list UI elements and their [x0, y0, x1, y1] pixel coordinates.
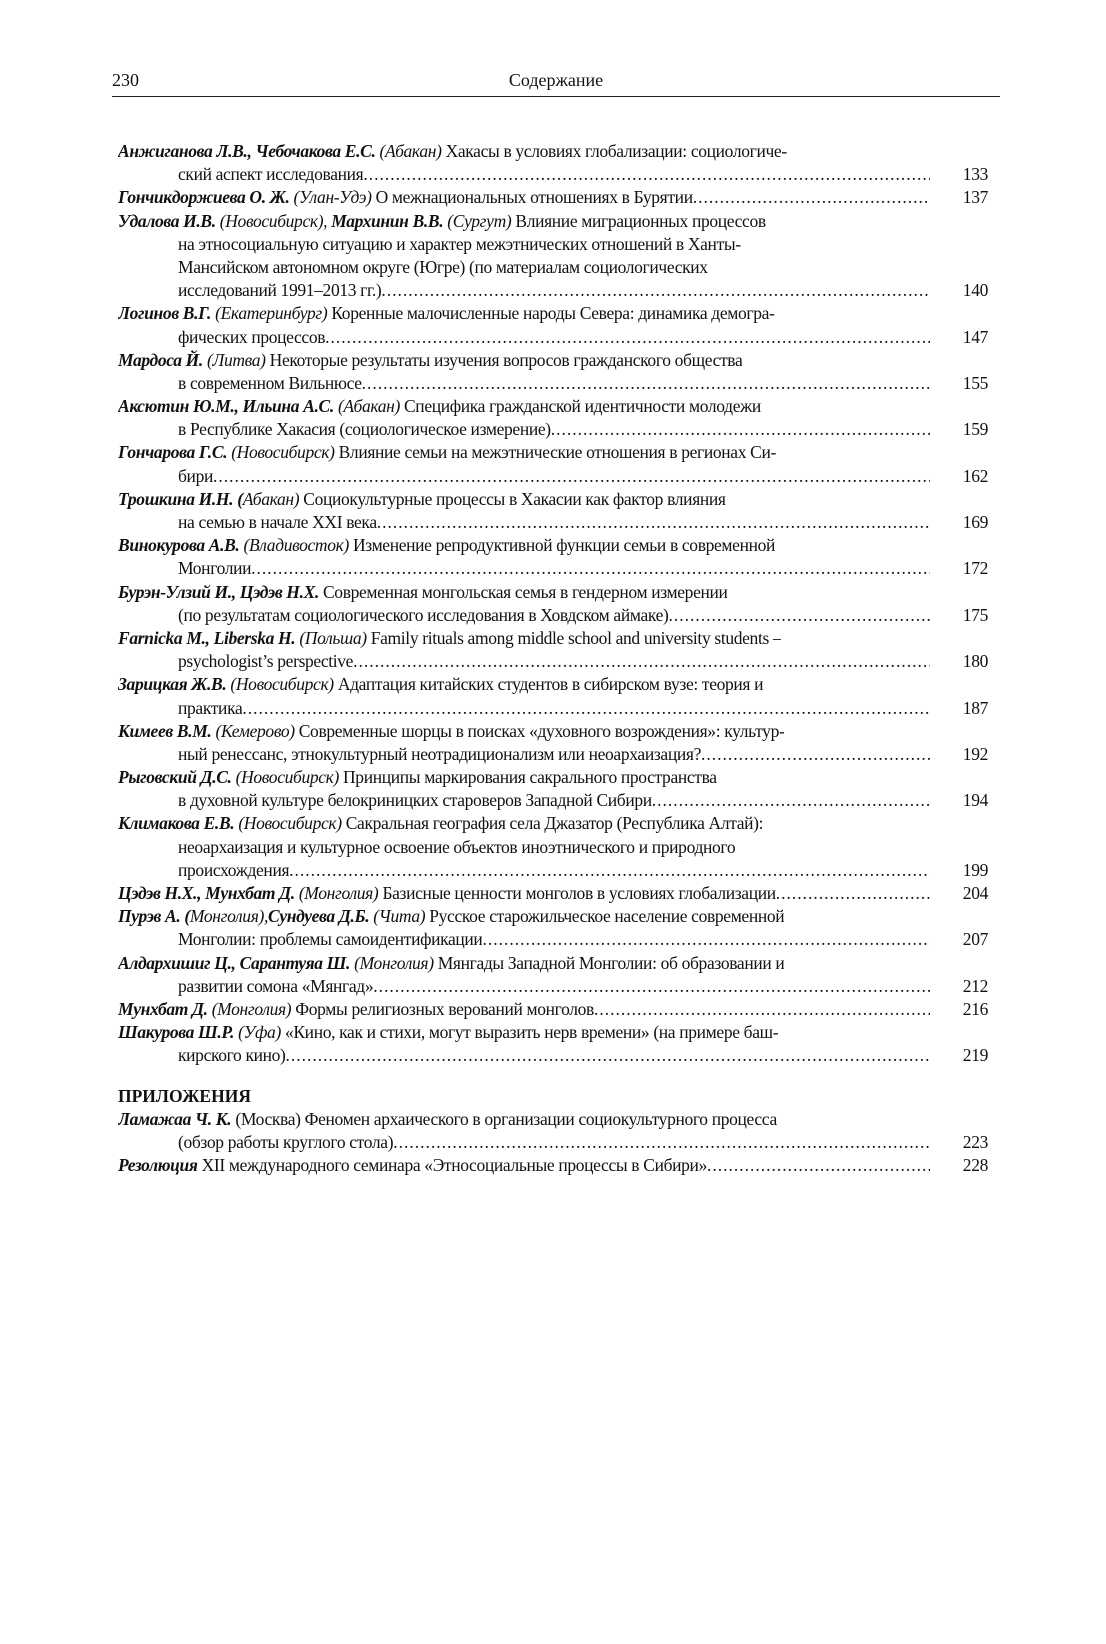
toc-entry-line: [118, 534, 988, 557]
toc-entry-line: [118, 1131, 988, 1154]
toc-entry[interactable]: [118, 1154, 988, 1177]
entry-text: [178, 859, 289, 882]
entry-text: [178, 743, 701, 766]
author-name: Ламажаа Ч. К.: [118, 1108, 236, 1129]
entry-text: [178, 1131, 393, 1154]
entry-text: [118, 1108, 777, 1131]
dot-leader: [289, 859, 930, 882]
entry-text: [118, 581, 728, 604]
toc-main-entries: [118, 140, 988, 1068]
toc-entry-line: [118, 697, 988, 720]
toc-entry-line: [118, 627, 988, 650]
toc-entry[interactable]: [118, 534, 988, 580]
author-name: Алдархишиг Ц., Сарантуяа Ш.: [118, 952, 355, 973]
toc-entry-line: [118, 581, 988, 604]
author-name: Анжиганова Л.В., Чебочакова Е.С.: [118, 141, 380, 161]
toc-entry[interactable]: [118, 998, 988, 1021]
toc-entry-line: [118, 673, 988, 696]
toc-entry[interactable]: [118, 1108, 988, 1154]
author-name: Рыговский Д.С.: [118, 767, 236, 788]
toc-entry[interactable]: [118, 1021, 988, 1067]
dot-leader: [286, 1044, 930, 1067]
entry-title: Сакральная география села Джазатор (Республика Алтай):: [345, 813, 764, 834]
entry-text: [178, 326, 325, 349]
entry-title: в Республике Хакасия (социологическое измерение): [178, 419, 551, 440]
entry-title: практика: [178, 697, 243, 718]
toc-entry[interactable]: [118, 766, 988, 812]
author-city: Абакан): [242, 488, 304, 509]
author-name: Пурэв А. (: [118, 906, 190, 927]
entry-page-number: 223: [962, 1131, 988, 1152]
entry-title: «Кино, как и стихи, могут выразить нерв времени» (на примере баш-: [284, 1022, 779, 1043]
entry-title: Family rituals among middle school and university students –: [370, 627, 782, 648]
entry-text: [178, 372, 362, 395]
toc-entry-line: [118, 1154, 988, 1177]
toc-entry-line: [118, 975, 988, 998]
entry-page-number: 219: [962, 1045, 988, 1066]
toc-entry-line: [118, 233, 988, 256]
entry-page-number: 175: [962, 604, 988, 625]
toc-entry[interactable]: [118, 140, 988, 186]
author-city: (Новосибирск): [238, 813, 346, 834]
entry-page-number: 204: [962, 883, 988, 903]
toc-entry[interactable]: [118, 673, 988, 719]
entry-title: Принципы маркирования сакрального пространства: [343, 767, 717, 788]
entry-title: в духовной культуре белокриницких староверов Западной Сибири: [178, 790, 652, 811]
entry-text: [118, 812, 763, 835]
author-city: (Новосибирск): [235, 767, 344, 788]
entry-text: [118, 673, 763, 696]
entry-title: на семью в начале XXI века: [178, 512, 377, 532]
toc-entry-line: [118, 928, 988, 951]
toc-entry[interactable]: [118, 349, 988, 395]
entry-page-number: 192: [962, 743, 988, 764]
entry-title: Коренные малочисленные народы Севера: динамика демогра-: [331, 303, 775, 324]
toc-entry-line: [118, 650, 988, 673]
entry-text: [118, 349, 742, 372]
toc-entry-line: [118, 952, 988, 975]
entry-text: [118, 441, 776, 464]
dot-leader: [652, 789, 930, 812]
entry-text: [178, 279, 381, 302]
toc-entry-line: [118, 465, 988, 488]
entry-page-number: 133: [962, 164, 988, 185]
entry-title: в современном Вильнюсе: [178, 372, 362, 393]
toc-entry-line: [118, 1021, 988, 1044]
entry-text: [118, 534, 775, 557]
author-city: (Екатеринбург): [215, 303, 332, 324]
toc-entry[interactable]: [118, 952, 988, 998]
author-name: Гончикдоржиева О. Ж.: [118, 187, 294, 208]
entry-page-number: 180: [962, 651, 988, 672]
author-name: Мардоса Й.: [118, 349, 207, 370]
entry-text: [118, 1021, 778, 1044]
author-name: Farnicka M., Liberska H.: [118, 627, 300, 648]
dot-leader: [668, 604, 930, 627]
toc-entry-line: [118, 905, 988, 928]
author-name: Логинов В.Г.: [118, 303, 216, 324]
toc-entry[interactable]: [118, 488, 988, 534]
toc-entry-line: [118, 210, 988, 233]
entry-title: происхождения: [178, 859, 290, 880]
entry-text: [178, 975, 373, 998]
author-name: Сундуева Д.Б.: [268, 906, 374, 927]
toc-entry-line: [118, 488, 988, 511]
entry-title: фических процессов: [178, 326, 326, 347]
toc-entry-line: [118, 163, 988, 186]
toc-entry-line: [118, 279, 988, 302]
entry-text: [178, 697, 242, 720]
toc-entry-line: [118, 859, 988, 882]
author-name: Удалова И.В.: [118, 210, 220, 231]
toc-entry-line: [118, 743, 988, 766]
entry-text: [118, 882, 776, 905]
author-name: Мархинин В.В.: [331, 210, 448, 231]
entry-title: кирского кино): [178, 1045, 286, 1066]
entry-title: О межнациональных отношениях в Бурятии: [375, 187, 693, 208]
entry-text: [118, 210, 766, 233]
page-number: 230: [112, 70, 139, 90]
author-city: (Уфа): [238, 1022, 285, 1043]
author-name: Аксютин Ю.М., Ильина А.С.: [118, 396, 338, 417]
author-city: Монголия),: [189, 906, 268, 927]
toc-entry-line: [118, 372, 988, 395]
dot-leader: [242, 697, 930, 720]
toc-entry-line: [118, 418, 988, 441]
entry-text: [118, 998, 594, 1021]
entry-title: на этносоциальную ситуацию и характер межэтнических отношений в Ханты-: [178, 233, 741, 254]
entry-title: Базисные ценности монголов в условиях глобализации: [382, 883, 776, 903]
toc-entry-line: [118, 812, 988, 835]
entry-text: [178, 789, 652, 812]
dot-leader: [363, 163, 930, 186]
toc-entry-line: [118, 140, 988, 163]
dot-leader: [251, 557, 930, 580]
entry-title: неоархаизация и культурное освоение объектов иноэтнического и природного: [178, 836, 736, 857]
entry-title: (по результатам социологического исследования в Ховдском аймаке): [178, 604, 669, 625]
dot-leader: [776, 882, 930, 905]
entry-title: Мансийском автономном округе (Югре) (по материалам социологических: [178, 256, 708, 277]
author-name: Цэдэв Н.Х., Мунхбат Д.: [118, 883, 299, 903]
entry-text: [118, 766, 717, 789]
entry-title: Мянгады Западной Монголии: об образовании и: [437, 952, 785, 973]
entry-title: Специфика гражданской идентичности молодежи: [403, 396, 761, 417]
toc-entry-line: [118, 395, 988, 418]
entry-page-number: 159: [962, 419, 988, 440]
entry-text: [118, 395, 761, 418]
toc-entry-line: [118, 256, 988, 279]
entry-title: Современные шорцы в поисках «духовного возрождения»: культур-: [298, 720, 785, 741]
toc-entry-line: [118, 302, 988, 325]
toc-entry-line: [118, 557, 988, 580]
entry-page-number: 199: [962, 859, 988, 880]
toc-entry[interactable]: [118, 210, 988, 303]
running-title: Содержание: [508, 70, 604, 90]
author-name: Климакова Е.В.: [118, 813, 239, 834]
dot-leader: [594, 998, 930, 1021]
author-city: (Сургут): [447, 210, 516, 231]
author-name: Трошкина И.Н. (: [118, 488, 243, 509]
author-city: (Владивосток): [243, 535, 353, 556]
author-city: (Чита): [373, 906, 430, 927]
entry-title: Монголии: проблемы самоидентификации: [178, 929, 483, 950]
entry-text: [118, 488, 726, 511]
entry-text: [178, 256, 708, 279]
toc-entry-line: [118, 604, 988, 627]
dot-leader: [551, 418, 930, 441]
entry-page-number: 187: [962, 697, 988, 718]
entry-title: Современная монгольская семья в гендерном измерении: [322, 581, 728, 602]
toc-entry-line: [118, 441, 988, 464]
entry-text: [178, 233, 741, 256]
entry-text: [178, 418, 551, 441]
toc-entry[interactable]: [118, 581, 988, 627]
entry-page-number: 147: [962, 326, 988, 347]
entry-page-number: 169: [962, 512, 988, 532]
entry-page-number: 155: [962, 372, 988, 393]
toc-entry[interactable]: [118, 395, 988, 441]
entry-title: Изменение репродуктивной функции семьи в современной: [352, 535, 776, 556]
author-city: (Монголия): [354, 952, 438, 973]
entry-text: [118, 140, 787, 163]
entry-title: Влияние миграционных процессов: [515, 210, 766, 231]
author-city: (Кемерово): [215, 720, 299, 741]
dot-leader: [707, 1154, 930, 1177]
toc-entry-line: [118, 720, 988, 743]
entry-title: ный ренессанс, этнокультурный неотрадиционализм или неоархаизация?: [178, 743, 701, 764]
author-name: Кимеев В.М.: [118, 720, 216, 741]
running-header: [112, 70, 1000, 97]
toc-entry-line: [118, 349, 988, 372]
entry-text: [118, 627, 781, 650]
entry-page-number: 140: [962, 280, 988, 301]
entry-title: Русское старожильческое население современной: [429, 906, 785, 927]
entry-title: (Москва) Феномен архаического в организации социокультурного процесса: [235, 1108, 777, 1129]
toc-entry[interactable]: [118, 812, 988, 882]
toc-entry-line: [118, 882, 988, 905]
author-name: Мунхбат Д.: [118, 998, 212, 1019]
entry-page-number: 172: [962, 558, 988, 579]
entry-text: [178, 557, 251, 580]
entry-text: [178, 511, 377, 534]
dot-leader: [373, 975, 930, 998]
entry-text: [118, 302, 775, 325]
entry-text: [178, 465, 213, 488]
entry-text: [178, 836, 735, 859]
toc-entry-line: [118, 326, 988, 349]
author-city: (Абакан): [337, 396, 404, 417]
entry-title: (обзор работы круглого стола): [178, 1131, 394, 1152]
toc-entry-line: [118, 766, 988, 789]
author-city: (Монголия): [298, 883, 383, 903]
entry-title: Влияние семьи на межэтнические отношения в регионах Си-: [338, 442, 776, 463]
author-city: (Монголия): [211, 998, 296, 1019]
entry-text: [178, 163, 363, 186]
entry-title: бири: [178, 465, 213, 486]
toc-entry-line: [118, 1044, 988, 1067]
author-city: (Новосибирск),: [219, 210, 332, 231]
dot-leader: [693, 186, 930, 209]
toc-entry[interactable]: [118, 882, 988, 905]
entry-page-number: 194: [962, 790, 988, 811]
toc-entry-line: [118, 1108, 988, 1131]
entry-title: Адаптация китайских студентов в сибирском вузе: теория и: [337, 674, 764, 695]
entry-title: Некоторые результаты изучения вопросов гражданского общества: [269, 349, 743, 370]
appendix-heading: ПРИЛОЖЕНИЯ: [118, 1085, 251, 1106]
entry-text: [178, 928, 482, 951]
entry-title: ский аспект исследования: [178, 164, 364, 185]
entry-text: [178, 650, 353, 673]
toc-entry-line: [118, 186, 988, 209]
entry-page-number: 137: [962, 187, 988, 208]
author-name: Винокурова А.В.: [118, 535, 244, 556]
entry-title: Хакасы в условиях глобализации: социологиче-: [445, 141, 787, 161]
toc-entry-line: [118, 789, 988, 812]
dot-leader: [393, 1131, 930, 1154]
toc-entry[interactable]: [118, 441, 988, 487]
dot-leader: [213, 465, 930, 488]
entry-text: [178, 1044, 286, 1067]
dot-leader: [482, 928, 930, 951]
author-name: Резолюция: [118, 1155, 202, 1176]
toc-entry[interactable]: [118, 186, 988, 209]
entry-title: XII международного семинара «Этносоциальные процессы в Сибири»: [201, 1155, 707, 1176]
toc-entry-line: [118, 836, 988, 859]
entry-page-number: 207: [962, 929, 988, 950]
dot-leader: [353, 650, 930, 673]
author-name: Бурэн-Улзий И., Цэдэв Н.Х.: [118, 581, 323, 602]
toc-entry-line: [118, 998, 988, 1021]
author-city: (Новосибирск): [231, 442, 339, 463]
author-name: Зарицкая Ж.В.: [118, 674, 231, 695]
entry-page-number: 216: [962, 998, 988, 1019]
entry-title: Социокультурные процессы в Хакасии как фактор влияния: [303, 488, 726, 509]
entry-text: [118, 720, 784, 743]
author-name: Шакурова Ш.Р.: [118, 1022, 239, 1043]
entry-title: исследований 1991–2013 гг.): [178, 280, 382, 301]
entry-title: Формы религиозных верований монголов: [295, 998, 594, 1019]
entry-title: развитии сомона «Мянгад»: [178, 975, 374, 996]
author-name: Гончарова Г.С.: [118, 442, 232, 463]
entry-title: Монголии: [178, 558, 252, 579]
author-city: (Польша): [299, 627, 371, 648]
toc-entry[interactable]: [118, 302, 988, 348]
entry-text: [118, 1154, 707, 1177]
dot-leader: [325, 326, 930, 349]
author-city: (Новосибирск): [230, 674, 338, 695]
author-city: (Литва): [206, 349, 270, 370]
entry-page-number: 212: [962, 975, 988, 996]
entry-text: [118, 905, 784, 928]
dot-leader: [701, 743, 930, 766]
toc-entry-line: [118, 511, 988, 534]
toc-entry[interactable]: [118, 627, 988, 673]
dot-leader: [377, 511, 930, 534]
dot-leader: [362, 372, 930, 395]
entry-page-number: 162: [962, 465, 988, 486]
entry-page-number: 228: [962, 1155, 988, 1176]
entry-text: [118, 186, 693, 209]
table-of-contents: [118, 140, 988, 1177]
entry-text: [178, 604, 668, 627]
author-city: (Абакан): [379, 141, 446, 161]
entry-title: psychologist’s perspective: [178, 651, 354, 672]
dot-leader: [381, 279, 930, 302]
toc-entry[interactable]: [118, 905, 988, 951]
author-city: (Улан-Удэ): [293, 187, 376, 208]
toc-entry[interactable]: [118, 720, 988, 766]
entry-text: [118, 952, 784, 975]
toc-appendix-entries: [118, 1108, 988, 1178]
